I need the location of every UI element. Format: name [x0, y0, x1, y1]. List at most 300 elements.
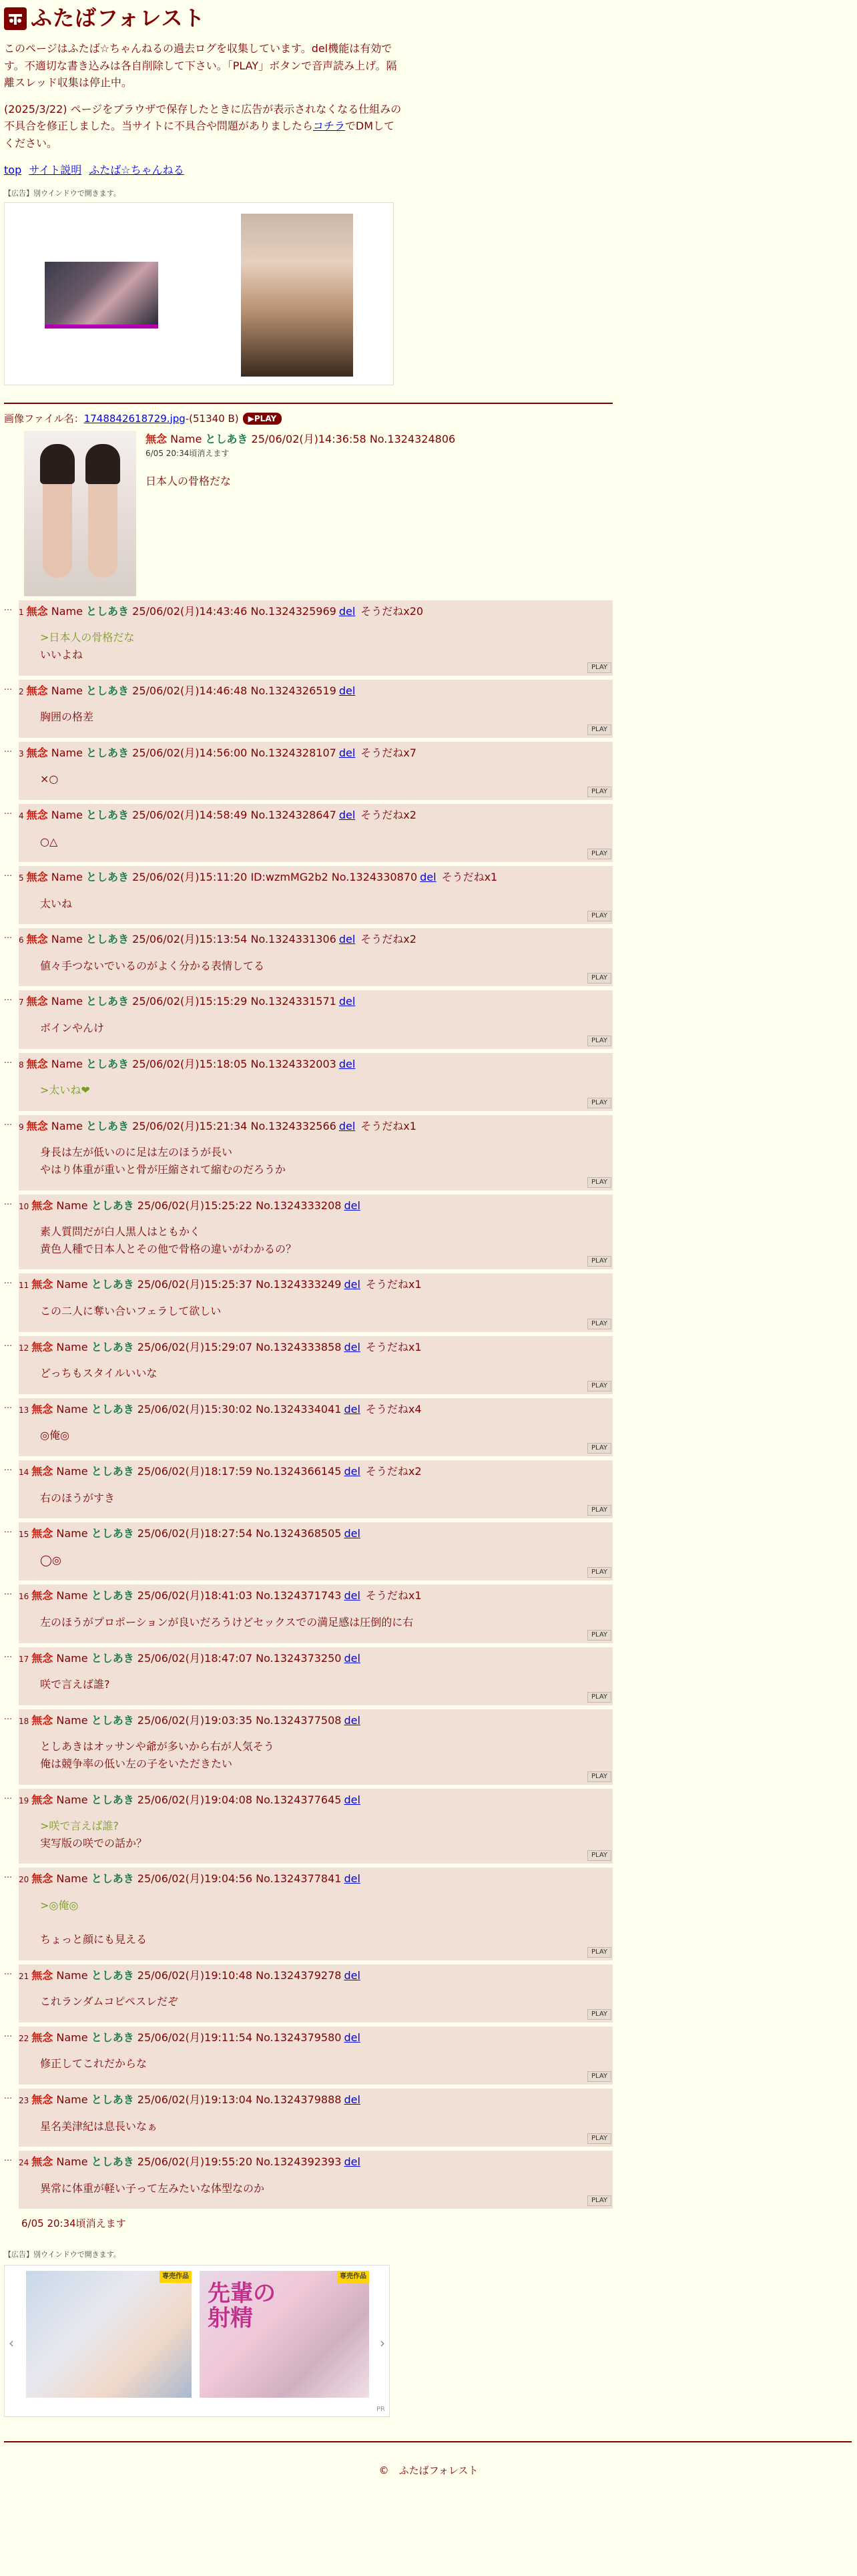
reply-number-index: 5	[19, 873, 24, 883]
reply-subject: 無念	[26, 1119, 48, 1132]
delete-link[interactable]: del	[338, 933, 356, 946]
reply-menu-icon[interactable]: …	[4, 1117, 12, 1127]
reply-subject: 無念	[31, 1402, 53, 1416]
reply-post-number[interactable]: No.1324328107	[250, 746, 336, 759]
reply-menu-icon[interactable]: …	[4, 1462, 12, 1472]
text-line: 星名美津紀は息長いなぁ	[40, 2119, 158, 2133]
reply-menu-icon[interactable]: …	[4, 2153, 12, 2163]
text-line: 修正してこれだからな	[40, 2057, 148, 2071]
reply-datetime: 25/06/02(月)18:17:59	[137, 1464, 253, 1478]
reply-datetime: 25/06/02(月)15:11:20 ID:wzmMG2b2	[132, 871, 328, 884]
reply-menu-icon[interactable]: …	[4, 1338, 12, 1348]
reply-menu-icon[interactable]: …	[4, 1276, 12, 1286]
reply-post-number[interactable]: No.1324333208	[256, 1199, 342, 1212]
delete-link[interactable]: del	[344, 1793, 360, 1806]
play-button[interactable]: PLAY	[587, 662, 611, 673]
reply-name-label: Name	[56, 1968, 88, 1982]
reply-datetime: 25/06/02(月)14:58:49	[132, 808, 248, 821]
reply-card	[19, 1964, 613, 2022]
reply-post-number[interactable]: No.1324325969	[250, 604, 336, 618]
ad-card-1[interactable]: 専売作品	[26, 2271, 192, 2398]
reply-name-label: Name	[56, 1713, 88, 1727]
delete-link[interactable]: del	[338, 808, 356, 821]
play-button[interactable]: PLAY	[587, 1256, 611, 1267]
reply-post-number[interactable]: No.1324379278	[256, 1968, 342, 1982]
sodane-button[interactable]: そうだねx1	[365, 1340, 422, 1353]
delete-link[interactable]: del	[344, 1589, 360, 1602]
reply-subject: 無念	[31, 2030, 53, 2044]
reply-name-label: Name	[56, 1402, 88, 1416]
reply-post-number[interactable]: No.1324326519	[250, 684, 336, 697]
reply-name-label: Name	[56, 1199, 88, 1212]
reply-card	[19, 742, 613, 800]
reply-name-label: Name	[56, 1872, 88, 1886]
reply-header	[19, 931, 613, 948]
reply-text	[40, 708, 613, 726]
carousel-next-icon[interactable]: ›	[380, 2335, 385, 2351]
delete-link[interactable]: del	[344, 1527, 360, 1540]
reply-subject: 無念	[31, 1464, 53, 1478]
play-button[interactable]: PLAY	[587, 1692, 611, 1703]
reply-post-number[interactable]: No.1324392393	[256, 2155, 342, 2169]
reply-name: としあき	[86, 808, 129, 821]
reply-post-number[interactable]: No.1324330870	[331, 871, 418, 884]
reply-post-number[interactable]: No.1324379580	[256, 2030, 342, 2044]
reply-datetime: 25/06/02(月)15:18:05	[132, 1057, 248, 1070]
op-file-link[interactable]: 1748842618729.jpg	[83, 412, 186, 425]
reply-name-label: Name	[56, 2155, 88, 2169]
reply-menu-icon[interactable]: …	[4, 1400, 12, 1410]
play-button[interactable]: PLAY	[587, 2009, 611, 2020]
reply-text	[40, 1738, 613, 1772]
reply-row	[4, 928, 853, 986]
op-number[interactable]: No.1324324806	[369, 432, 456, 445]
op-datetime: 25/06/02(月)14:36:58	[251, 432, 366, 445]
reply-datetime: 25/06/02(月)18:47:07	[137, 1651, 253, 1665]
reply-name: としあき	[91, 2093, 134, 2107]
play-button[interactable]: PLAY	[587, 1443, 611, 1454]
reply-header	[19, 1587, 613, 1604]
reply-name-label: Name	[51, 933, 83, 946]
text-line: どっちもスタイルいいな	[40, 1367, 158, 1380]
delete-link[interactable]: del	[344, 2093, 360, 2107]
reply-card	[19, 600, 613, 676]
reply-name: としあき	[86, 604, 129, 618]
text-line: 身長は左が低いのに足は左のほうが長い	[40, 1146, 233, 1159]
delete-link[interactable]: del	[420, 871, 437, 884]
sodane-button[interactable]: そうだねx1	[441, 871, 498, 884]
site-logo-icon[interactable]	[4, 7, 27, 30]
op-expire: 6/05 20:34頃消えます	[146, 449, 230, 459]
play-button[interactable]: PLAY	[587, 1850, 611, 1861]
expire-note: 6/05 20:34頃消えます	[21, 2217, 126, 2230]
reply-subject: 無念	[31, 1278, 53, 1291]
reply-menu-icon[interactable]: …	[4, 1966, 12, 1976]
reply-datetime: 25/06/02(月)15:25:37	[137, 1278, 253, 1291]
reply-name-label: Name	[56, 1589, 88, 1602]
reply-name: としあき	[91, 1464, 134, 1478]
reply-card	[19, 1195, 613, 1270]
reply-name: としあき	[91, 2155, 134, 2169]
reply-row	[4, 1460, 853, 1518]
sodane-button[interactable]: そうだねx20	[360, 604, 424, 618]
play-button[interactable]: PLAY	[587, 1505, 611, 1516]
reply-row	[4, 1584, 853, 1643]
text-line: これランダムコピペスレだぞ	[40, 1995, 179, 2008]
op-file-line: 画像ファイル名： 1748842618729.jpg -(51340 B) ▶PLAY	[4, 411, 853, 427]
play-button[interactable]: PLAY	[587, 1947, 611, 1958]
reply-name: としあき	[91, 1402, 134, 1416]
reply-name: としあき	[91, 1713, 134, 1727]
reply-row	[4, 1964, 853, 2022]
reply-datetime: 25/06/02(月)19:04:56	[137, 1872, 253, 1886]
reply-post-number[interactable]: No.1324368505	[256, 1527, 342, 1540]
reply-text	[40, 1676, 613, 1693]
delete-link[interactable]: del	[338, 1119, 356, 1132]
reply-name-label: Name	[51, 995, 83, 1008]
intro-text-2: (2025/3/22) ページをブラウザで保存したときに広告が表示されなくなる仕組みの不具合を修正しました。当サイトに不具合や問題がありましたらコチラでDMしてください。	[4, 102, 402, 150]
reply-datetime: 25/06/02(月)19:10:48	[137, 1968, 253, 1982]
reply-row	[4, 1053, 853, 1111]
reply-header	[19, 744, 613, 762]
reply-datetime: 25/06/02(月)15:25:22	[137, 1199, 253, 1212]
reply-menu-icon[interactable]: …	[4, 1791, 12, 1801]
delete-link[interactable]: del	[344, 1464, 360, 1478]
reply-card	[19, 1647, 613, 1705]
nav-futaba-link[interactable]: ふたば☆ちゃんねる	[89, 163, 184, 176]
play-button[interactable]: PLAY	[587, 1771, 611, 1782]
reply-datetime: 25/06/02(月)19:03:35	[137, 1713, 253, 1727]
reply-menu-icon[interactable]: …	[4, 993, 12, 1003]
sodane-button[interactable]: そうだねx2	[360, 933, 416, 946]
reply-number-index: 24	[19, 2158, 29, 2168]
play-button[interactable]: PLAY	[587, 1319, 611, 1329]
play-button[interactable]: PLAY	[587, 787, 611, 797]
ad-card-2[interactable]: 専売作品 先輩の射精	[200, 2271, 369, 2398]
reply-number-index: 10	[19, 1201, 29, 1211]
reply-subject: 無念	[26, 995, 48, 1008]
reply-subject: 無念	[26, 933, 48, 946]
reply-row	[4, 600, 853, 676]
delete-link[interactable]: del	[344, 1968, 360, 1982]
footer: © ふたばフォレスト	[378, 2464, 479, 2477]
delete-link[interactable]: del	[344, 2030, 360, 2044]
reply-subject: 無念	[26, 746, 48, 759]
delete-link[interactable]: del	[344, 1199, 360, 1212]
reply-number-index: 1	[19, 607, 24, 617]
delete-link[interactable]: del	[338, 995, 356, 1008]
reply-header	[19, 682, 613, 700]
reply-text	[40, 2118, 613, 2135]
reply-name-label: Name	[51, 684, 83, 697]
reply-text	[40, 2055, 613, 2073]
reply-subject: 無念	[26, 871, 48, 884]
reply-number-index: 8	[19, 1060, 24, 1070]
reply-card	[19, 1460, 613, 1518]
reply-name: としあき	[91, 1199, 134, 1212]
reply-text	[40, 1817, 613, 1852]
delete-link[interactable]: del	[338, 1057, 356, 1070]
reply-header	[19, 869, 613, 886]
reply-post-number[interactable]: No.1324371743	[256, 1589, 342, 1602]
play-button[interactable]: PLAY	[587, 1630, 611, 1641]
reply-header	[19, 1870, 613, 1888]
reply-header	[19, 1118, 613, 1135]
reply-name: としあき	[91, 1527, 134, 1540]
delete-link[interactable]: del	[338, 604, 356, 618]
ad-image-2[interactable]	[241, 214, 353, 377]
reply-menu-icon[interactable]: …	[4, 806, 12, 816]
sodane-button[interactable]: そうだねx1	[360, 1119, 416, 1132]
reply-number-index: 3	[19, 748, 24, 759]
play-button[interactable]: PLAY	[587, 1098, 611, 1108]
reply-name-label: Name	[56, 1278, 88, 1291]
reply-post-number[interactable]: No.1324328647	[250, 808, 336, 821]
reply-menu-icon[interactable]: …	[4, 602, 12, 612]
reply-name-label: Name	[51, 1119, 83, 1132]
text-line: やはり体重が重いと骨が圧縮されて縮むのだろうか	[40, 1163, 286, 1176]
reply-subject: 無念	[31, 1872, 53, 1886]
text-line: 胸囲の格差	[40, 710, 94, 724]
text-line: 左のほうがプロポーションが良いだろうけどセックスでの満足感は圧倒的に右	[40, 1615, 414, 1629]
text-line: 太いね	[40, 897, 73, 910]
op-thumbnail[interactable]	[24, 431, 136, 596]
reply-post-number[interactable]: No.1324377645	[256, 1793, 342, 1806]
reply-card	[19, 1398, 613, 1456]
reply-name-label: Name	[56, 2093, 88, 2107]
reply-number-index: 14	[19, 1467, 29, 1477]
reply-card	[19, 1273, 613, 1331]
sodane-button[interactable]: そうだねx2	[365, 1464, 422, 1478]
sodane-button[interactable]: そうだねx2	[360, 808, 416, 821]
sodane-button[interactable]: そうだねx7	[360, 746, 416, 759]
reply-post-number[interactable]: No.1324379888	[256, 2093, 342, 2107]
play-button[interactable]: PLAY	[587, 911, 611, 921]
reply-card	[19, 2026, 613, 2085]
play-button[interactable]: PLAY	[587, 1177, 611, 1188]
reply-post-number[interactable]: No.1324377508	[256, 1713, 342, 1727]
reply-header	[19, 1712, 613, 1729]
text-line: 俺は競争率の低い左の子をいただきたい	[40, 1757, 233, 1770]
reply-name-label: Name	[56, 1340, 88, 1353]
play-button[interactable]: PLAY	[587, 1036, 611, 1046]
delete-link[interactable]: del	[344, 1340, 360, 1353]
site-header	[4, 4, 853, 33]
play-button[interactable]: PLAY	[587, 973, 611, 984]
reply-menu-icon[interactable]: …	[4, 1649, 12, 1659]
reply-menu-icon[interactable]: …	[4, 869, 12, 879]
op-play-button[interactable]: ▶PLAY	[243, 413, 282, 425]
reply-menu-icon[interactable]: …	[4, 1587, 12, 1597]
delete-link[interactable]: del	[344, 1713, 360, 1727]
reply-name: としあき	[91, 1589, 134, 1602]
contact-link[interactable]: コチラ	[312, 120, 345, 133]
divider	[4, 403, 613, 404]
sodane-button[interactable]: そうだねx4	[365, 1402, 422, 1416]
delete-link[interactable]: del	[344, 1872, 360, 1886]
ad-label: 【広告】別ウインドウで開きます。	[4, 189, 121, 198]
reply-card	[19, 990, 613, 1048]
ad2-label: 【広告】別ウインドウで開きます。	[4, 2250, 121, 2260]
reply-card	[19, 2089, 613, 2147]
play-button[interactable]: PLAY	[587, 2071, 611, 2082]
reply-row	[4, 742, 853, 800]
reply-post-number[interactable]: No.1324334041	[256, 1402, 342, 1416]
ad-pr-label: PR	[376, 2406, 385, 2413]
op-header: 無念 Name としあき 25/06/02(月)14:36:58 No.1324324806	[146, 432, 456, 445]
reply-post-number[interactable]: No.1324333249	[256, 1278, 342, 1291]
text-line: 素人質問だが白人黒人はともかく	[40, 1225, 201, 1239]
reply-post-number[interactable]: No.1324332003	[250, 1057, 336, 1070]
ad-banner	[4, 202, 394, 385]
reply-menu-icon[interactable]: …	[4, 744, 12, 754]
reply-menu-icon[interactable]: …	[4, 1711, 12, 1721]
reply-header	[19, 603, 613, 620]
text-line: ◯◎	[40, 1553, 61, 1566]
site-title[interactable]: ふたばフォレスト	[31, 5, 206, 31]
reply-subject: 無念	[31, 1527, 53, 1540]
reply-name: としあき	[91, 1340, 134, 1353]
reply-number-index: 12	[19, 1343, 29, 1353]
reply-row	[4, 804, 853, 862]
reply-text	[40, 895, 613, 913]
text-line: いいよね	[40, 648, 83, 661]
reply-row	[4, 1647, 853, 1705]
reply-name: としあき	[86, 1119, 129, 1132]
text-line: 右のほうがすき	[40, 1491, 115, 1504]
reply-text	[40, 957, 613, 975]
reply-card	[19, 1868, 613, 1960]
reply-name-label: Name	[56, 1651, 88, 1665]
reply-subject: 無念	[31, 1651, 53, 1665]
reply-text	[40, 1144, 613, 1178]
reply-datetime: 25/06/02(月)14:46:48	[132, 684, 248, 697]
text-line: 異常に体重が軽い子って左みたいな体型なのか	[40, 2181, 265, 2195]
reply-menu-icon[interactable]: …	[4, 931, 12, 941]
reply-subject: 無念	[26, 604, 48, 618]
reply-text	[40, 771, 613, 788]
play-button[interactable]: PLAY	[587, 1381, 611, 1391]
reply-post-number[interactable]: No.1324332566	[250, 1119, 336, 1132]
reply-name: としあき	[91, 1872, 134, 1886]
reply-post-number[interactable]: No.1324331306	[250, 933, 336, 946]
reply-text	[40, 1020, 613, 1037]
reply-post-number[interactable]: No.1324333858	[256, 1340, 342, 1353]
text-line: ×○	[40, 773, 59, 786]
reply-name: としあき	[86, 746, 129, 759]
intro	[4, 40, 404, 152]
footer-divider	[4, 2441, 852, 2442]
carousel-prev-icon[interactable]: ‹	[9, 2335, 14, 2351]
reply-row	[4, 1398, 853, 1456]
reply-text	[40, 1303, 613, 1320]
text-line: ちょっと顔にも見える	[40, 1933, 148, 1946]
nav-about-link[interactable]: サイト説明	[29, 163, 82, 176]
reply-card	[19, 866, 613, 924]
reply-name: としあき	[91, 1651, 134, 1665]
reply-menu-icon[interactable]: …	[4, 1525, 12, 1535]
delete-link[interactable]: del	[344, 1278, 360, 1291]
reply-datetime: 25/06/02(月)18:41:03	[137, 1589, 253, 1602]
reply-menu-icon[interactable]: …	[4, 1870, 12, 1880]
reply-row	[4, 1709, 853, 1785]
reply-header	[19, 1650, 613, 1667]
reply-menu-icon[interactable]: …	[4, 1197, 12, 1207]
play-button[interactable]: PLAY	[587, 2133, 611, 2144]
nav-top-link[interactable]: top	[4, 163, 22, 176]
reply-row	[4, 1868, 853, 1960]
reply-number-index: 20	[19, 1875, 29, 1885]
reply-menu-icon[interactable]: …	[4, 682, 12, 692]
reply-post-number[interactable]: No.1324377841	[256, 1872, 342, 1886]
delete-link[interactable]: del	[344, 1402, 360, 1416]
reply-header	[19, 807, 613, 824]
reply-header	[19, 1276, 613, 1293]
nav-links	[4, 162, 853, 179]
op-text: 日本人の骨格だな	[146, 474, 232, 487]
reply-datetime: 25/06/02(月)15:29:07	[137, 1340, 253, 1353]
play-button[interactable]: PLAY	[587, 2195, 611, 2206]
reply-datetime: 25/06/02(月)15:30:02	[137, 1402, 253, 1416]
delete-link[interactable]: del	[344, 1651, 360, 1665]
reply-post-number[interactable]: No.1324331571	[250, 995, 336, 1008]
reply-header	[19, 1967, 613, 1984]
reply-menu-icon[interactable]: …	[4, 1055, 12, 1065]
delete-link[interactable]: del	[338, 684, 356, 697]
reply-card	[19, 1709, 613, 1785]
reply-menu-icon[interactable]: …	[4, 2028, 12, 2038]
text-line: この二人に奪い合いフェラして欲しい	[40, 1305, 222, 1317]
text-line: としあきはオッサンや爺が多いから右が人気そう	[40, 1740, 274, 1753]
play-button[interactable]: PLAY	[587, 849, 611, 859]
ad-image-1[interactable]	[45, 262, 158, 329]
reply-name: としあき	[86, 684, 129, 697]
reply-name-label: Name	[51, 604, 83, 618]
reply-datetime: 25/06/02(月)18:27:54	[137, 1527, 253, 1540]
text-line: 黄色人種で日本人とその他で骨格の違いがわかるの？	[40, 1242, 297, 1255]
reply-row	[4, 1789, 853, 1864]
delete-link[interactable]: del	[344, 2155, 360, 2169]
quote-line: >太いね❤	[40, 1084, 90, 1097]
reply-datetime: 25/06/02(月)15:21:34	[132, 1119, 248, 1132]
reply-menu-icon[interactable]: …	[4, 2091, 12, 2101]
ad-carousel	[4, 2265, 390, 2417]
reply-subject: 無念	[26, 1057, 48, 1070]
reply-number-index: 18	[19, 1716, 29, 1726]
delete-link[interactable]: del	[338, 746, 356, 759]
reply-post-number[interactable]: No.1324373250	[256, 1651, 342, 1665]
reply-datetime: 25/06/02(月)19:04:08	[137, 1793, 253, 1806]
reply-name: としあき	[86, 1057, 129, 1070]
text-line: ボインやんけ	[40, 1022, 105, 1035]
reply-datetime: 25/06/02(月)19:13:04	[137, 2093, 253, 2107]
reply-post-number[interactable]: No.1324366145	[256, 1464, 342, 1478]
reply-number-index: 22	[19, 2033, 29, 2043]
reply-number-index: 4	[19, 811, 24, 821]
reply-subject: 無念	[31, 2155, 53, 2169]
reply-text	[40, 1993, 613, 2010]
play-button[interactable]: PLAY	[587, 1567, 611, 1578]
reply-card	[19, 1789, 613, 1864]
reply-header	[19, 1791, 613, 1809]
sodane-button[interactable]: そうだねx1	[365, 1278, 422, 1291]
reply-card	[19, 1584, 613, 1643]
reply-text	[40, 629, 613, 663]
play-button[interactable]: PLAY	[587, 724, 611, 735]
sodane-button[interactable]: そうだねx1	[365, 1589, 422, 1602]
reply-text	[40, 833, 613, 851]
reply-text	[40, 1897, 613, 1948]
